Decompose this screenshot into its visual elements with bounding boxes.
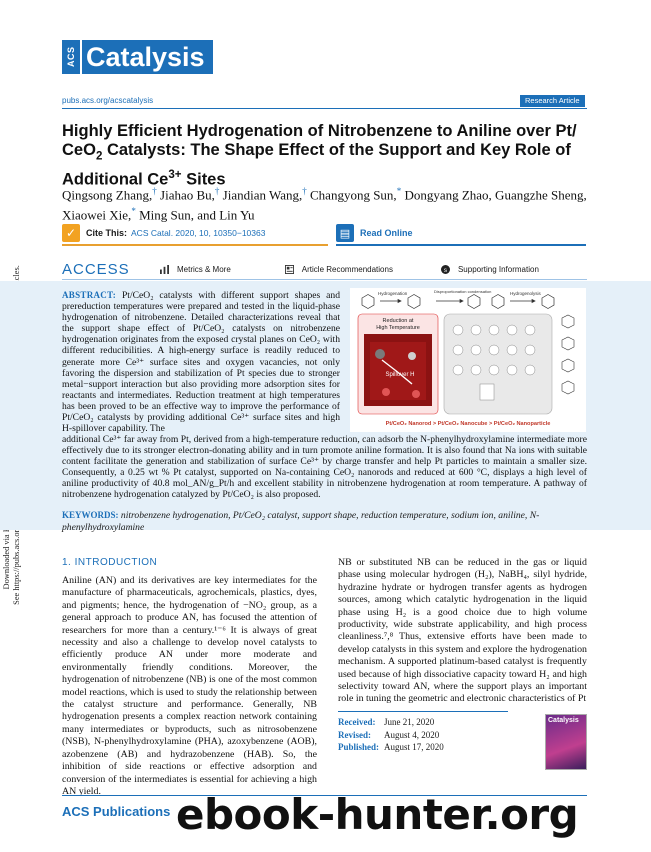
- authors-line-1: Qingsong Zhang,† Jiahao Bu,† Jiandian Wang,† Changyong Sun,* Dongyang Zhao, Guangzhe Sheng,: [62, 186, 587, 203]
- toc-caption: Pt/CeO₂ Nanorod > Pt/CeO₂ Nanocube > Pt/CeO₂ Nanoparticle: [385, 421, 551, 427]
- toc-figure: [350, 288, 586, 432]
- author[interactable]: Dongyang Zhao, Guangzhe Sheng,: [404, 187, 587, 203]
- author-list: [62, 183, 587, 224]
- watermark: ebook-hunter.org: [176, 790, 579, 839]
- author[interactable]: Xiaowei Xie,: [62, 207, 132, 223]
- scheme-label-hydrogenation: Hydrogenation: [378, 291, 408, 296]
- bar-chart-icon: [160, 265, 169, 274]
- logo-acs: ACS: [62, 40, 80, 74]
- supporting-info-link[interactable]: s Supporting Information: [441, 265, 539, 274]
- received-label: Received:: [338, 717, 376, 727]
- authors-line-2: Xiaowei Xie,* Ming Sun, and Lin Yu: [62, 206, 255, 223]
- read-online-bar[interactable]: [336, 222, 586, 246]
- scheme-label-disproportionation: Disproportionation condensation: [434, 289, 492, 294]
- access-label: ACCESS: [62, 260, 130, 278]
- article-icon: [285, 265, 294, 274]
- book-icon: ▤: [336, 224, 354, 242]
- supporting-info-icon: [441, 265, 450, 274]
- published-date: August 17, 2020: [384, 742, 444, 752]
- toc-box-title-1: Reduction at: [382, 318, 414, 324]
- svg-text:s: s: [443, 266, 448, 274]
- cite-this-bar[interactable]: [62, 222, 328, 246]
- journal-logo[interactable]: [62, 40, 222, 74]
- journal-url[interactable]: pubs.acs.org/acscatalysis: [62, 96, 154, 105]
- abstract-body-left: Pt/CeO₂ catalysts with different support shapes and prereduction temperatures were prepared and tested in the liquid-phase hydrogenation of nitrobenzene. Detailed characterizations reveal that the support shape effect of Pt/CeO₂ catalysts on nitrobenzene hydrogenation originates from the exposed crystal planes on CeO₂ with different reducibilities. A high-energy surface is readily reduced to generate more Ce³⁺ surface sites and oxygen vacancies, not only favoring the dispersion and stabilization of Pt species due to stronger metal−support interaction but also providing more adsorption sites for reactants and intermediates. Reduction treatment at high temperatures has been proved to be an effective way to improve the performance of Pt/CeO₂ catalysts by providing additional Ce³⁺ surface sites and high H-spillover capability. The: [62, 290, 340, 435]
- logo-wordmark: Catalysis: [80, 40, 213, 74]
- journal-cover-thumbnail[interactable]: [545, 714, 587, 770]
- cover-title: Catalysis: [548, 717, 579, 724]
- intro-right-column: NB or substituted NB can be reduced in the gas or liquid phase using molecular hydrogen (H₂), NaBH₄, silyl hydride, hydrazine hydrate or hydrogen transfer agents as hydrogen sources, among which catalytic hydrogenation in the liquid phase using H₂ is a good choice due to high volume productivity, wide substrate applicability, and high process cleanliness.⁷,⁸ Thus, extensive efforts have been made to develop catalysts in this system and explore the hydrogenation mechanism. A supported platinum-based catalyst is frequently used because of high dissociative capacity toward H₂ and high selectivity toward AN, where the support plays an important role in tuning the geometric and electronic characteristics of Pt: [338, 557, 587, 705]
- dates-rule: [338, 711, 508, 712]
- access-bar: [62, 259, 587, 280]
- keywords: [62, 510, 587, 533]
- author[interactable]: Jiandian Wang,: [222, 187, 303, 203]
- article-title: [62, 122, 587, 190]
- article-dates: [338, 716, 538, 754]
- abstract-text-left: [62, 290, 340, 434]
- published-label: Published:: [338, 742, 380, 752]
- author[interactable]: Ming Sun, and Lin Yu: [139, 207, 255, 223]
- section-heading-introduction: 1. INTRODUCTION: [62, 557, 158, 568]
- cite-label: Cite This:: [86, 228, 128, 238]
- received-date: June 21, 2020: [384, 717, 435, 727]
- toc-spillover-label: Spillover H: [385, 372, 415, 378]
- title-line-3: Additional $Ce^{3+}$ Sites: [62, 169, 226, 189]
- citation-link[interactable]: ACS Catal. 2020, 10, 10350−10363: [131, 228, 266, 238]
- keywords-text: nitrobenzene hydrogenation, Pt/CeO₂ catalyst, support shape, reduction temperature, sodium ion, aniline, N-phenylhydroxylamine: [62, 510, 540, 533]
- intro-left-column: Aniline (AN) and its derivatives are key intermediates for the manufacture of pharmaceuticals, agrochemicals, plastics, dyes, and pigments; hence, the hydrogenation of −NO₂ group, as a general approach to produce AN, has focused the attention of researchers for more than a century.¹⁻⁶ It is always of great necessity and also a challenge to develop novel catalysts to efficiently produce AN under more moderate and environmentally friendly conditions. Moreover, the hydrogenation of nitrobenzene (NB) is one of the most common model reactions, which is used to study the relationship between the catalyst structure and performance. Generally, NB hydrogenation presents a complex reaction network containing many intermediates or byproducts, such as nitrosobenzene (NSB), N-phenylhydroxylamine (PHA), azoxybenzene (AOB), azobenzene (AB) and hydrazobenzene (HAB). So, the inhibition of side reactions or effective adsorption and conversion of the intermediates is essential for achieving a high AN yield.: [62, 575, 317, 797]
- checkmark-icon: ✓: [62, 224, 80, 242]
- reaction-scheme: [362, 295, 554, 309]
- read-online-link[interactable]: Read Online: [360, 228, 413, 238]
- author[interactable]: Jiahao Bu,: [160, 187, 215, 203]
- abstract-body-full: additional Ce³⁺ far away from Pt, derived from a high-temperature reduction, can adsorb the N-phenylhydroxylamine intermediate more effectively due to its stronger electron-donating ability and in turn promote aniline formation. It is also found that Na ions with suitable content facilitate the generation and stabilization of surface Ce³⁺ by charge transfer and help Pt particles to maintain a smaller size. Consequently, a 0.25 wt % Pt catalyst, supported on Na-containing CeO₂ nanorods and reduced at 600 °C, displays a high level of aniline productivity of 40.8 mol_AN/g_Pt/h and excellent stability in nitrobenzene hydrogenation at room temperature. A pathway of nitrobenzene hydrogenation catalyzed by Pt/CeO₂ is also proposed.: [62, 434, 587, 501]
- toc-box-title-2: High Temperature: [376, 325, 420, 331]
- title-line-1: Highly Efficient Hydrogenation of Nitrobenzene to Aniline over Pt/: [62, 122, 577, 140]
- metrics-link[interactable]: Metrics & More: [160, 265, 231, 274]
- revised-label: Revised:: [338, 729, 371, 740]
- acs-publications-logo[interactable]: ACS Publications: [62, 804, 171, 819]
- article-type-badge: Research Article: [520, 95, 585, 107]
- recommendations-link[interactable]: Article Recommendations: [285, 265, 393, 274]
- revised-date: August 4, 2020: [384, 729, 440, 740]
- author[interactable]: Changyong Sun,: [310, 187, 397, 203]
- scheme-label-hydrogenolysis: Hydrogenolysis: [510, 291, 541, 296]
- keywords-label: KEYWORDS:: [62, 510, 119, 520]
- toc-graphic: [350, 288, 586, 432]
- abstract-label: ABSTRACT:: [62, 290, 117, 300]
- title-line-2: CeO$_2$ Catalysts: The Shape Effect of the Support and Key Role of: [62, 141, 571, 163]
- author[interactable]: Qingsong Zhang,: [62, 187, 153, 203]
